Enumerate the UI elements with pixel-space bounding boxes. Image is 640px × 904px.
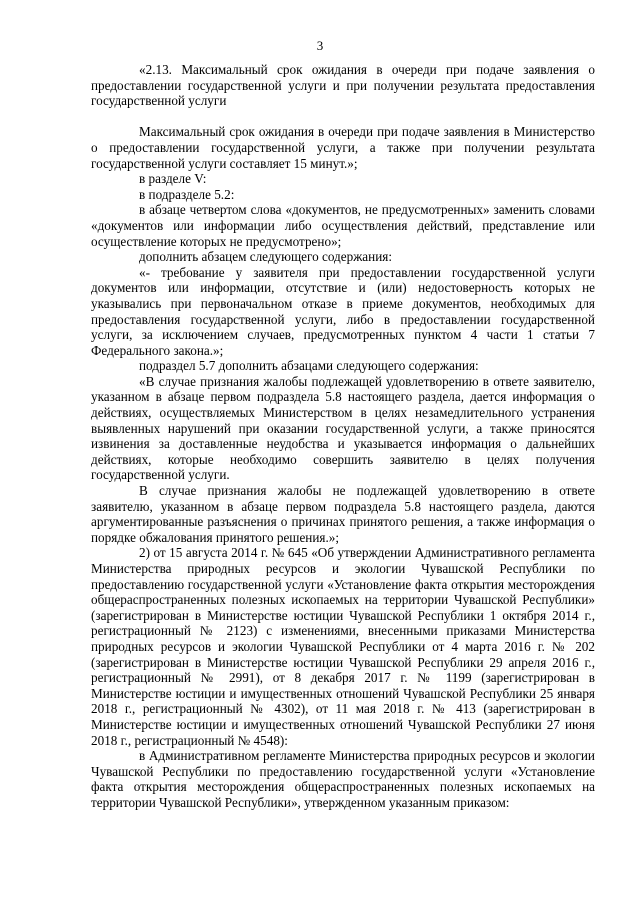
paragraph: «В случае признания жалобы подлежащей удовлетворению в ответе заявителю, указанном в абзаце первом подраздела 5.8 настоящего раздела, дается информация о действиях, осуществляемых Министерством в целях незамедлительного устранения выявленных нарушений при оказании государственной услуги, а также приносятся извинения за доставленные неудобства и указывается информация о дальнейших действиях, которые необходимо совершить заявителю в целях получения государственной услуги. — [91, 373, 595, 483]
paragraph: в подразделе 5.2: — [139, 186, 235, 202]
paragraph: в Административном регламенте Министерства природных ресурсов и экологии Чувашской Республики по предоставлению государственной услуги «Установление факта открытия месторождения общераспространенных полезных ископаемых на территории Чувашской Республики», утвержденном указанным приказом: — [91, 748, 595, 810]
paragraph: «- требование у заявителя при предоставлении государственной услуги документов или информации, отсутствие и (или) недостоверность которых не указывались при первоначальном отказе в приеме документов, необходимых для предоставления государственной услуги, либо в предоставлении государственной услуги, за исключением случаев, предусмотренных пунктом 4 части 1 статьи 7 Федерального закона.»; — [91, 264, 595, 358]
document-body — [91, 62, 595, 811]
paragraph: «2.13. Максимальный срок ожидания в очереди при подаче заявления о предоставлении государственной услуги и при получении результата предоставления государственной услуги — [91, 62, 595, 109]
paragraph: дополнить абзацем следующего содержания: — [139, 249, 393, 265]
paragraph: в абзаце четвертом слова «документов, не предусмотренных» заменить словами «документов или информации либо осуществления действий, представление или осуществление которых не предусмотрено»; — [91, 202, 595, 249]
paragraph: В случае признания жалобы не подлежащей удовлетворению в ответе заявителю, указанном в абзаце первом подраздела 5.8 настоящего раздела, даются аргументированные разъяснения о причинах принятого решения, а также информация о порядке обжалования принятого решения.»; — [91, 483, 595, 545]
paragraph: подраздел 5.7 дополнить абзацами следующего содержания: — [139, 358, 479, 374]
paragraph: 2) от 15 августа 2014 г. № 645 «Об утверждении Административного регламента Министерства природных ресурсов и экологии Чувашской Республики по предоставлению государственной услуги «Установление факта открытия месторождения общераспространенных полезных ископаемых на территории Чувашской Республики» (зарегистрирован в Министерстве юстиции Чувашской Республики 1 октября 2014 г., регистрационный № 2123) с изменениями, внесенными приказами Министерства природных ресурсов и экологии Чувашской Республики от 4 марта 2016 г. № 202 (зарегистрирован в Министерстве юстиции Чувашской Республики 29 апреля 2016 г., регистрационный № 2991), от 8 декабря 2017 г. № 1199 (зарегистрирован в Министерстве юстиции и имущественных отношений Чувашской Республики 25 января 2018 г., регистрационный № 4302), от 11 мая 2018 г. № 413 (зарегистрирован в Министерстве юстиции и имущественных отношений Чувашской Республики 27 июня 2018 г., регистрационный № 4548): — [91, 545, 595, 748]
paragraph: Максимальный срок ожидания в очереди при подаче заявления в Министерство о предоставлении государственной услуги, а также при получении результата государственной услуги составляет 15 минут.»; — [91, 124, 595, 171]
paragraph: в разделе V: — [139, 171, 207, 187]
page-number: 3 — [316, 38, 324, 53]
paragraph-gap — [91, 109, 595, 125]
